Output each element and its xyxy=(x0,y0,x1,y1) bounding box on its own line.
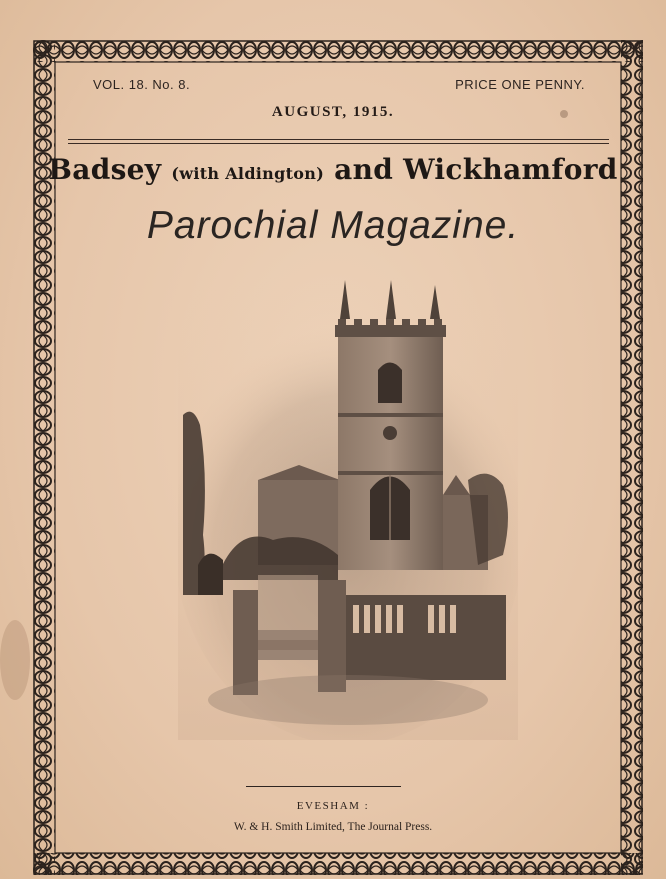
masthead-line-1 xyxy=(0,153,666,186)
price-label: PRICE ONE PENNY. xyxy=(455,77,585,92)
title-with-aldington: (with Aldington) xyxy=(171,164,325,183)
masthead-line-2: Parochial Magazine. xyxy=(146,204,520,247)
title-badsey: Badsey xyxy=(48,153,162,186)
publisher-place: EVESHAM : xyxy=(296,800,370,812)
issue-header xyxy=(93,77,585,92)
church-photo xyxy=(178,275,518,740)
issue-date: AUGUST, 1915. xyxy=(271,104,395,120)
paper-stain xyxy=(0,620,30,700)
publisher-name: W. & H. Smith Limited, The Journal Press. xyxy=(233,821,433,833)
divider-rule xyxy=(68,139,609,144)
divider-rule xyxy=(246,786,401,787)
title-and-wickhamford: and Wickhamford xyxy=(334,153,618,186)
volume-number: VOL. 18. No. 8. xyxy=(93,77,191,92)
